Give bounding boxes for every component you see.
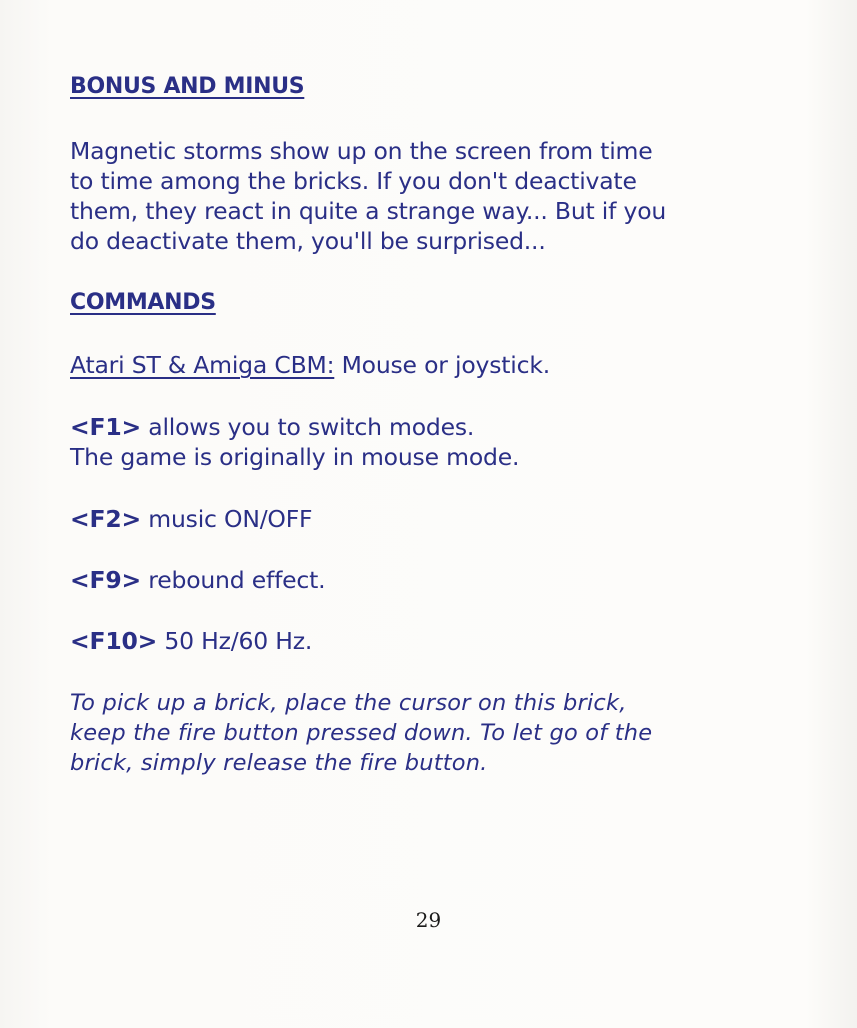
instruction-paragraph (70, 688, 780, 778)
instruction-line: keep the fire button pressed down. To let go of the (70, 720, 653, 746)
platform-label: Atari ST & Amiga CBM: (70, 351, 335, 379)
f1-note: The game is originally in mouse mode. (70, 443, 520, 471)
f9-description: rebound effect. (141, 566, 326, 594)
commands-heading: COMMANDS (70, 290, 216, 315)
f10-description: 50 Hz/60 Hz. (157, 627, 313, 655)
bonus-line: do deactivate them, you'll be surprised... (70, 227, 546, 255)
bonus-line: to time among the bricks. If you don't deactivate (70, 167, 637, 195)
f1-key: <F1> (70, 413, 141, 441)
f10-command (70, 626, 780, 656)
platform-value: Mouse or joystick. (334, 351, 550, 379)
bonus-line: them, they react in quite a strange way... But if you (70, 197, 667, 225)
bonus-line: Magnetic storms show up on the screen from time (70, 137, 653, 165)
f2-description: music ON/OFF (141, 505, 313, 533)
f2-command (70, 504, 780, 534)
f9-key: <F9> (70, 566, 141, 594)
instruction-line: brick, simply release the fire button. (70, 750, 488, 776)
bonus-paragraph (70, 136, 780, 256)
f1-description: allows you to switch modes. (141, 413, 475, 441)
page-number: 29 (415, 908, 442, 932)
instruction-line: To pick up a brick, place the cursor on this brick, (70, 690, 627, 716)
f10-key: <F10> (70, 627, 158, 655)
bonus-heading: BONUS AND MINUS (70, 74, 305, 99)
f1-command (70, 412, 780, 472)
f2-key: <F2> (70, 505, 141, 533)
platform-line (70, 350, 780, 380)
f9-command (70, 565, 780, 595)
